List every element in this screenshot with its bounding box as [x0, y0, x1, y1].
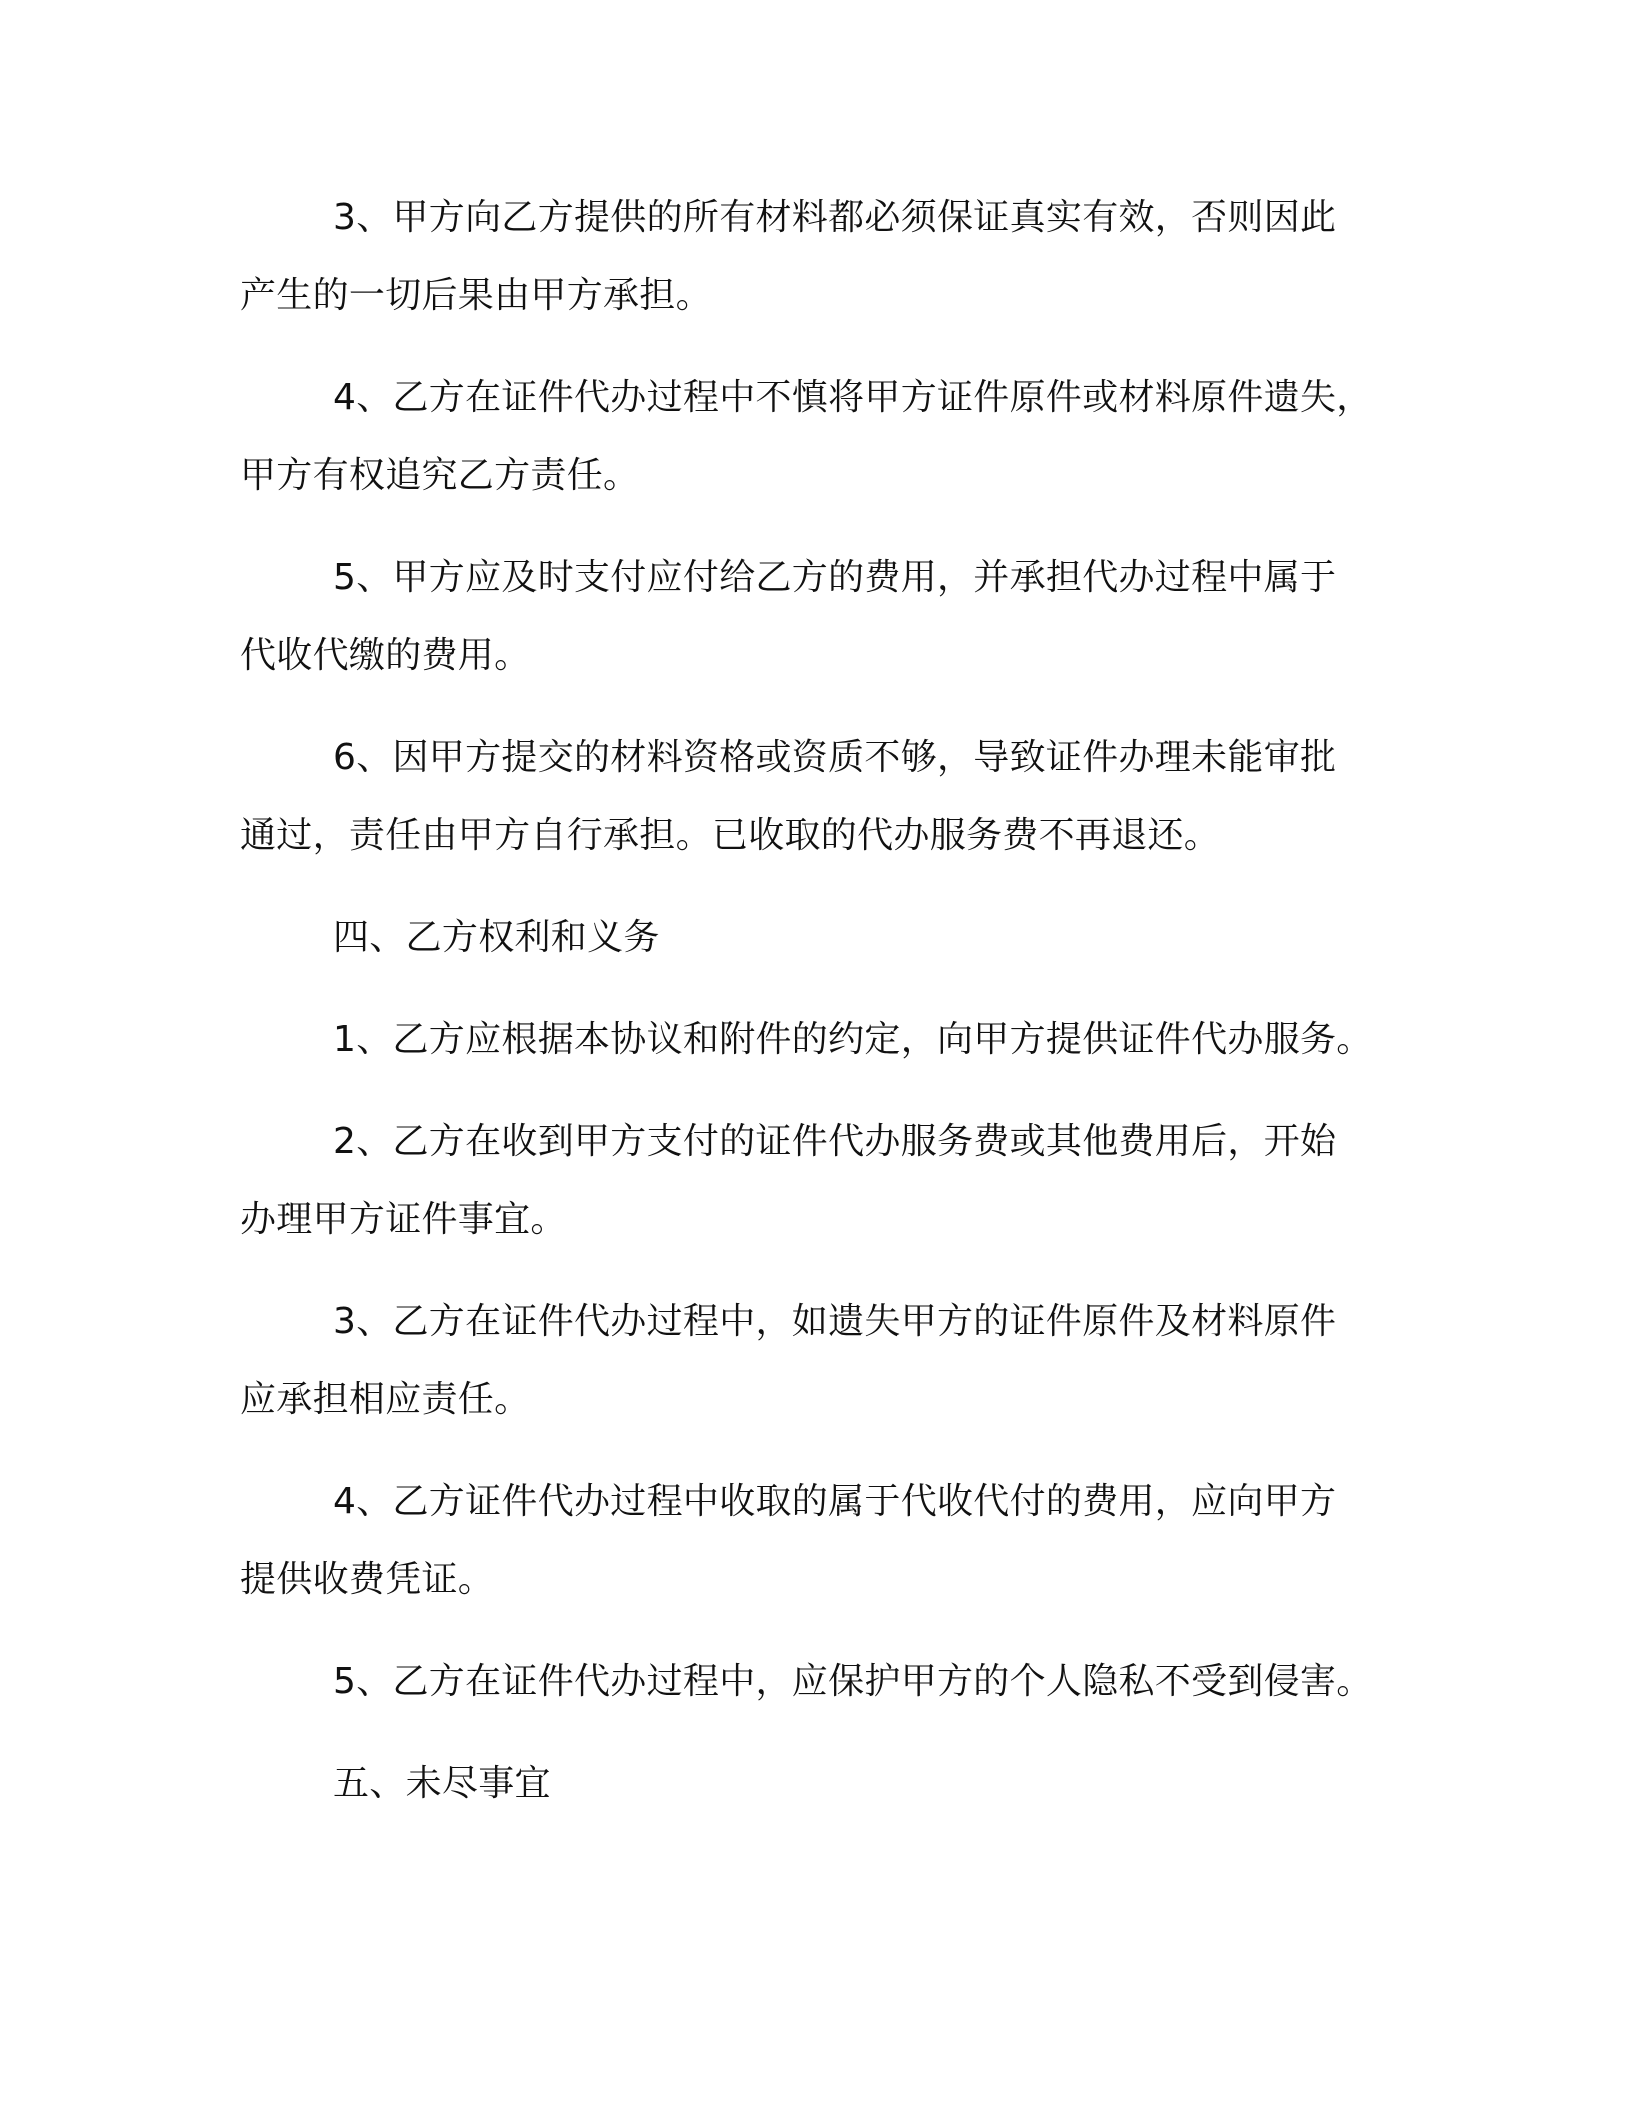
- paragraph-line: 6、因甲方提交的材料资格或资质不够，导致证件办理未能审批: [333, 737, 1337, 778]
- paragraph-line: 3、乙方在证件代办过程中，如遗失甲方的证件原件及材料原件: [333, 1301, 1337, 1342]
- paragraph-line: 产生的一切后果由甲方承担。: [240, 275, 712, 316]
- paragraph-line: 甲方有权追究乙方责任。: [240, 455, 640, 496]
- paragraph-line: 提供收费凭证。: [240, 1559, 495, 1600]
- paragraph-line: 5、乙方在证件代办过程中，应保护甲方的个人隐私不受到侵害。: [333, 1661, 1373, 1702]
- paragraph-line: 2、乙方在收到甲方支付的证件代办服务费或其他费用后，开始: [333, 1121, 1337, 1162]
- paragraph-line: 4、乙方在证件代办过程中不慎将甲方证件原件或材料原件遗失，: [333, 377, 1373, 418]
- paragraph-line: 通过，责任由甲方自行承担。已收取的代办服务费不再退还。: [240, 815, 1221, 856]
- section-heading: 四、乙方权利和义务: [333, 917, 660, 958]
- section-heading: 五、未尽事宜: [333, 1763, 551, 1804]
- paragraph-line: 5、甲方应及时支付应付给乙方的费用，并承担代办过程中属于: [333, 557, 1337, 598]
- paragraph-line: 3、甲方向乙方提供的所有材料都必须保证真实有效，否则因此: [333, 197, 1337, 238]
- paragraph-line: 1、乙方应根据本协议和附件的约定，向甲方提供证件代办服务。: [333, 1019, 1373, 1060]
- paragraph-line: 办理甲方证件事宜。: [240, 1199, 567, 1240]
- paragraph-line: 应承担相应责任。: [240, 1379, 531, 1420]
- paragraph-line: 4、乙方证件代办过程中收取的属于代收代付的费用，应向甲方: [333, 1481, 1337, 1522]
- paragraph-line: 代收代缴的费用。: [240, 635, 531, 676]
